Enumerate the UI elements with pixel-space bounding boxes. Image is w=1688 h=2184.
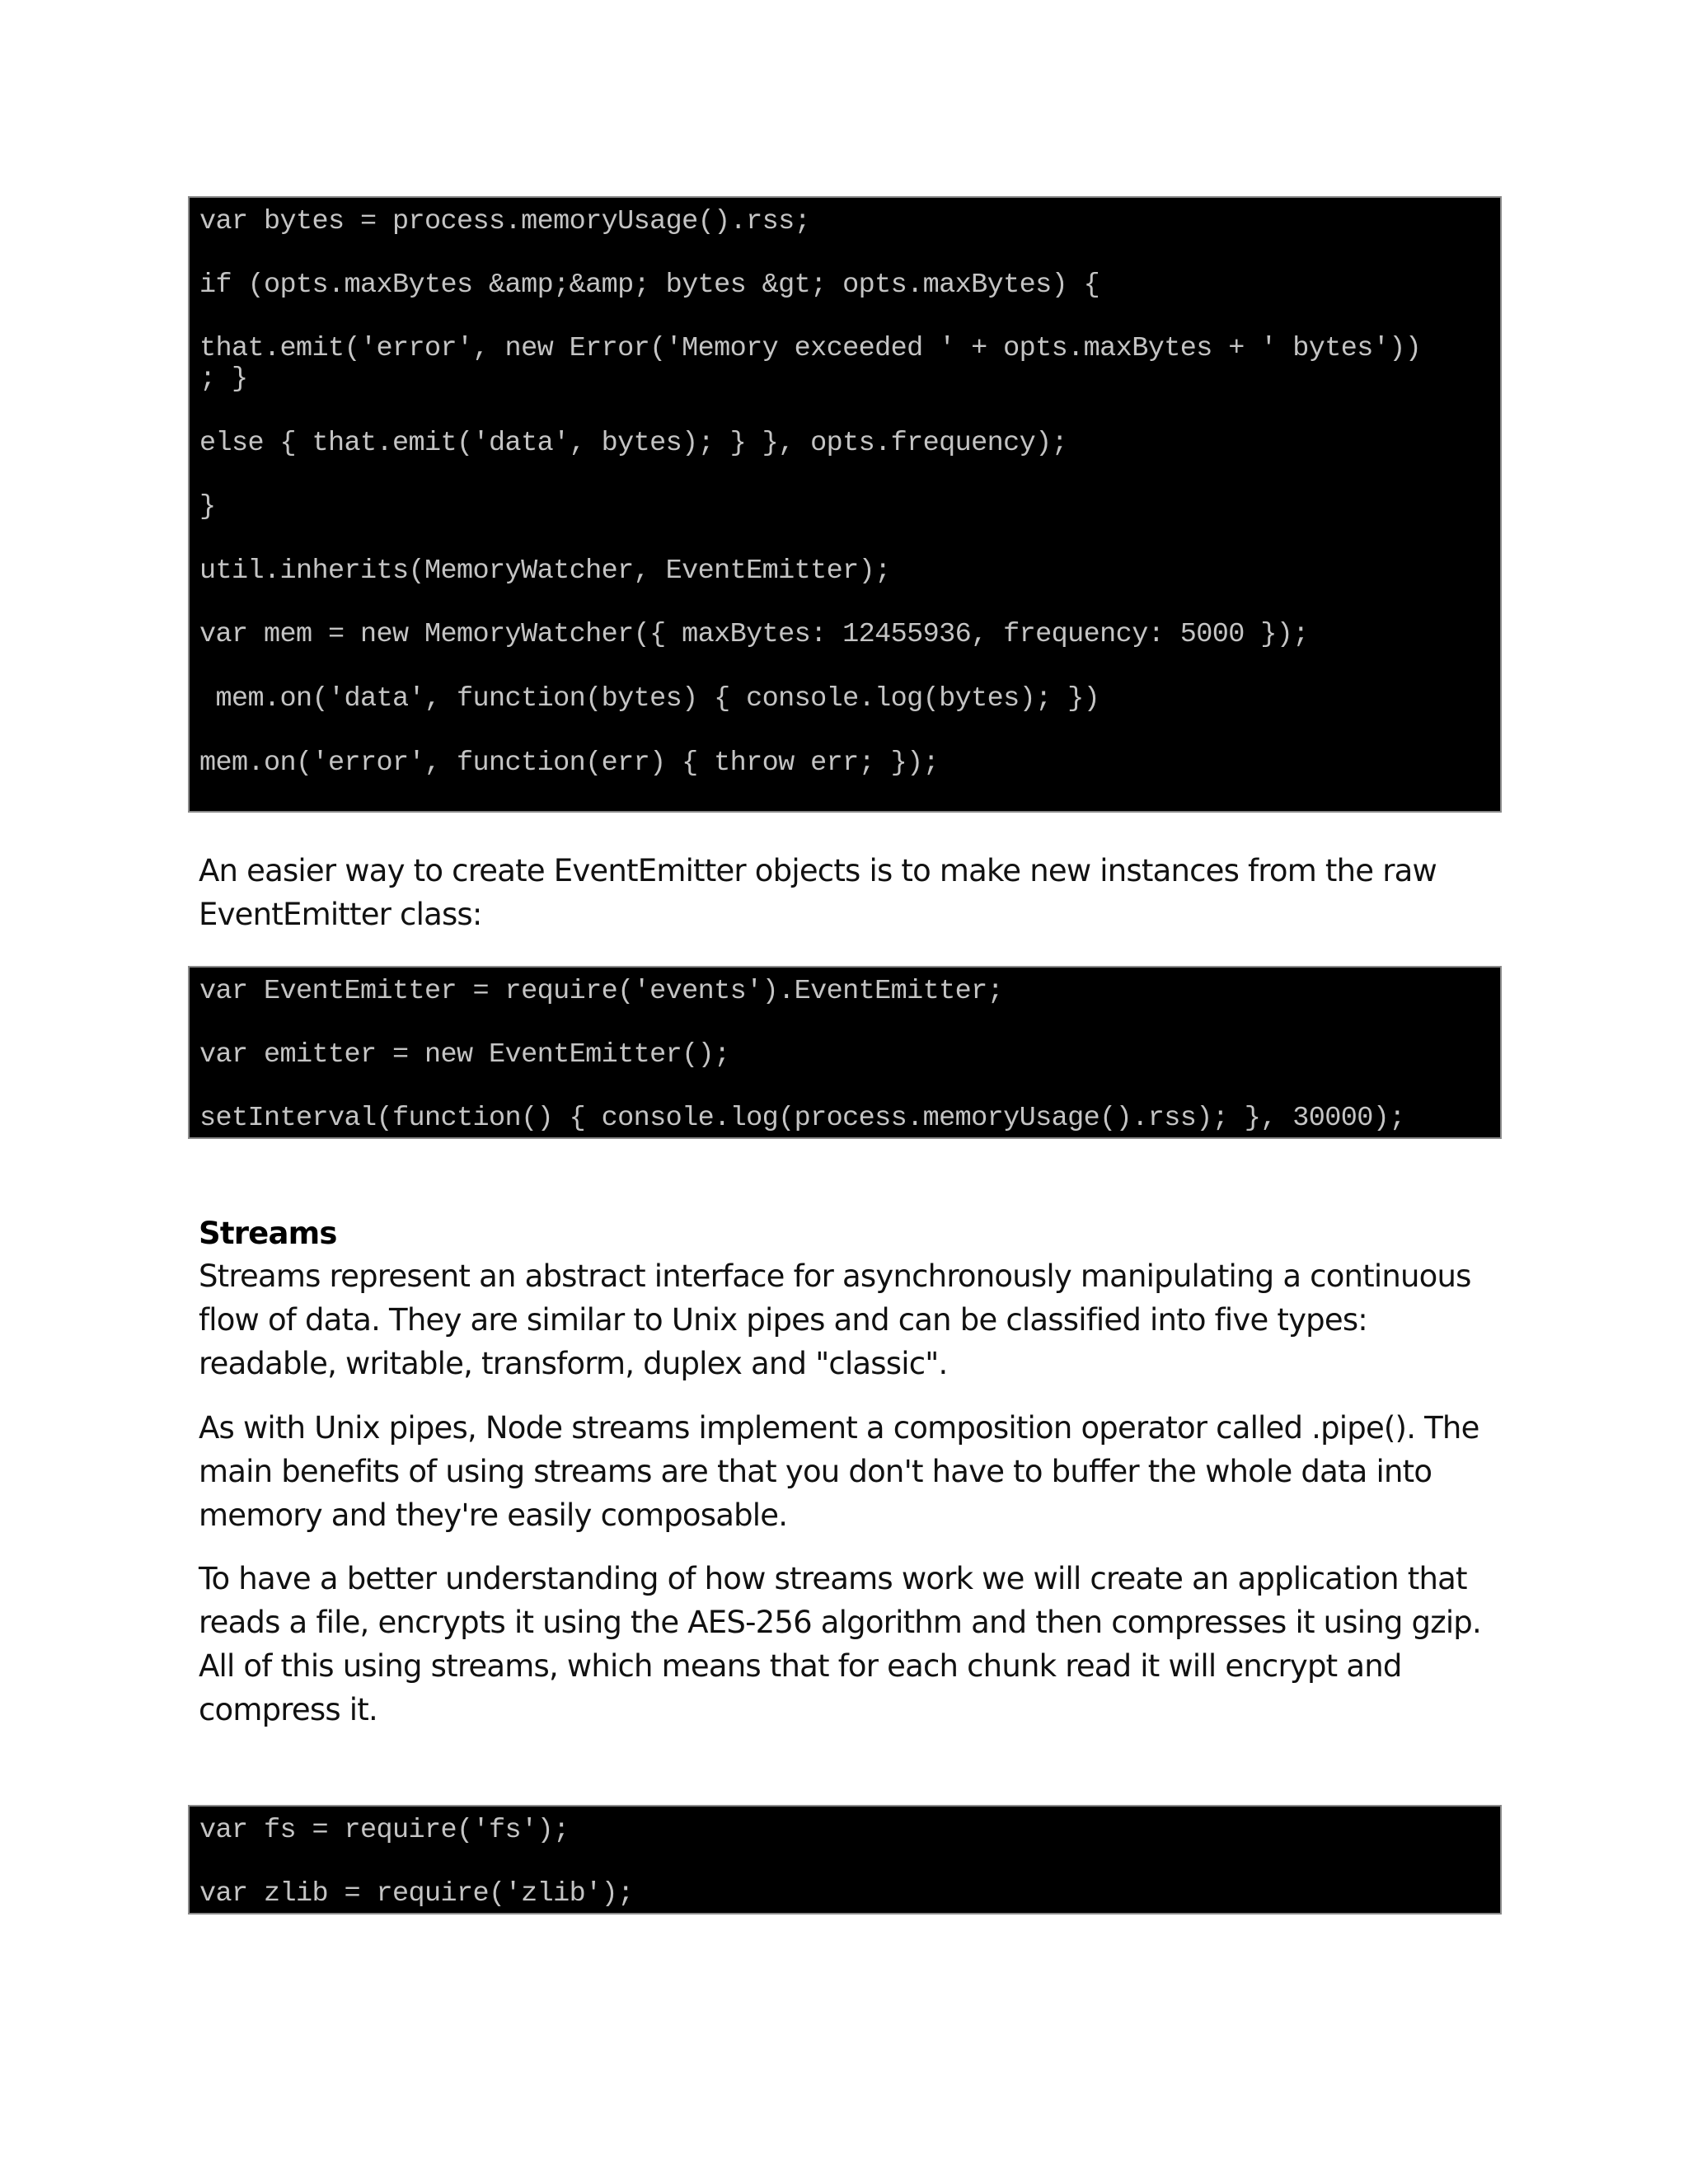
intro-paragraph: An easier way to create EventEmitter objects is to make new instances from the raw EventEmitter class: xyxy=(199,853,1437,932)
code-line: setInterval(function() { console.log(process.memoryUsage().rss); }, 30000); xyxy=(199,1103,1405,1134)
code-block-memory-watcher xyxy=(188,196,1502,813)
code-line: that.emit('error', new Error('Memory exceeded ' + opts.maxBytes + ' bytes')) xyxy=(199,333,1422,364)
streams-paragraph-2: As with Unix pipes, Node streams implement a composition operator called .pipe(). The main benefits of using streams are that you don't have to buffer the whole data into memory and they're easily composable. xyxy=(199,1410,1479,1533)
code-line: } xyxy=(199,491,216,523)
code-line: var EventEmitter = require('events').EventEmitter; xyxy=(199,976,1004,1007)
streams-paragraph-3: To have a better understanding of how streams work we will create an application that reads a file, encrypts it using the AES-256 algorithm and then compresses it using gzip. All of this using streams, which means that for each chunk read it will encrypt and compress it. xyxy=(199,1561,1481,1727)
code-block-event-emitter xyxy=(188,966,1502,1139)
code-line: mem.on('error', function(err) { throw err; }); xyxy=(199,748,940,779)
streams-paragraph-1: Streams represent an abstract interface for asynchronously manipulating a continuous flow of data. They are similar to Unix pipes and can be classified into five types: readable, writable, transform, duplex and "classic". xyxy=(199,1258,1471,1381)
code-line: var emitter = new EventEmitter(); xyxy=(199,1039,730,1071)
code-line: var zlib = require('zlib'); xyxy=(199,1878,634,1910)
code-line: var bytes = process.memoryUsage().rss; xyxy=(199,206,811,237)
code-line: if (opts.maxBytes &amp;&amp; bytes &gt; opts.maxBytes) { xyxy=(199,269,1100,301)
streams-heading: Streams xyxy=(199,1216,337,1251)
code-line: var mem = new MemoryWatcher({ maxBytes: 12455936, frequency: 5000 }); xyxy=(199,619,1309,650)
code-line: mem.on('data', function(bytes) { console.log(bytes); }) xyxy=(199,683,1100,715)
code-block-streams xyxy=(188,1805,1502,1915)
code-line: else { that.emit('data', bytes); } }, opts.frequency); xyxy=(199,428,1068,459)
code-line: ; } xyxy=(199,363,248,395)
code-line: util.inherits(MemoryWatcher, EventEmitter); xyxy=(199,555,891,587)
code-line: var fs = require('fs'); xyxy=(199,1815,570,1846)
